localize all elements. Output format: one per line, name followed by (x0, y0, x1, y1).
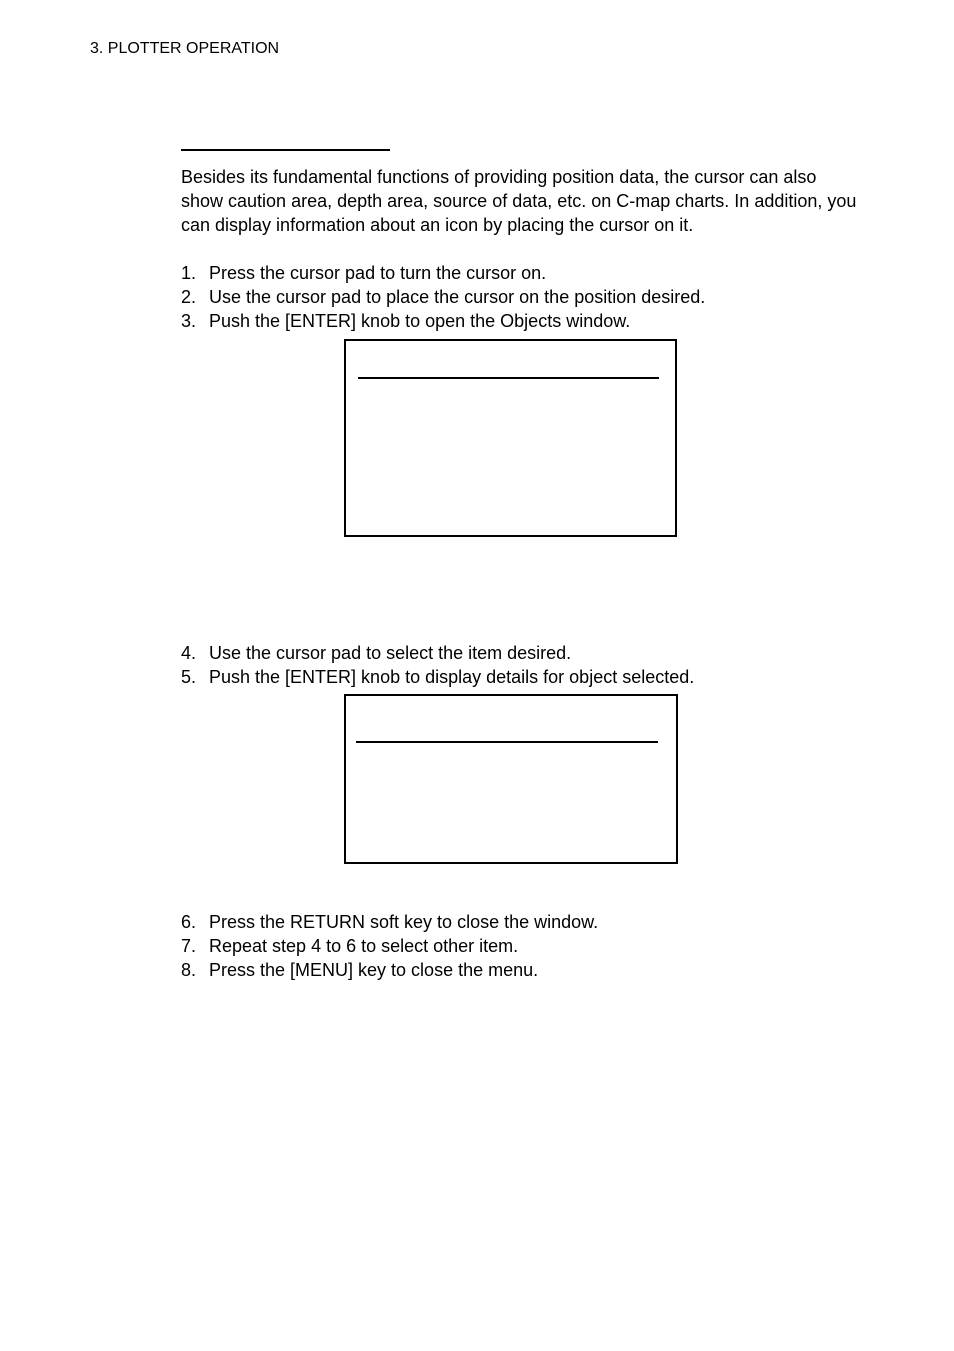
objects-window-figure (344, 339, 677, 537)
details-window-figure (344, 694, 678, 864)
running-header: 3. PLOTTER OPERATION (90, 40, 280, 57)
details-window-title-rule (356, 741, 658, 743)
intro-paragraph: Besides its fundamental functions of providing position data, the cursor can also show caution area, depth area, source of data, etc. on C-map charts. In addition, you can display information about an icon by placing the cursor on it. (181, 167, 857, 235)
step-text: Press the RETURN soft key to close the window. (209, 912, 599, 932)
step-item (181, 910, 598, 934)
step-list-3 (181, 910, 598, 982)
step-number: 4. (181, 643, 197, 663)
step-item (181, 261, 705, 285)
step-list-2 (181, 641, 694, 689)
step-text: Push the [ENTER] knob to display details for object selected. (209, 667, 695, 687)
step-number: 2. (181, 287, 197, 307)
step-item (181, 641, 694, 665)
step-list-1 (181, 261, 705, 333)
step-number: 8. (181, 960, 197, 980)
step-number: 7. (181, 936, 197, 956)
step-text: Press the [MENU] key to close the menu. (209, 960, 539, 980)
step-number: 1. (181, 263, 197, 283)
step-text: Press the cursor pad to turn the cursor on. (209, 263, 547, 283)
step-number: 6. (181, 912, 197, 932)
step-number: 5. (181, 667, 197, 687)
step-item (181, 309, 705, 333)
step-text: Use the cursor pad to place the cursor on the position desired. (209, 287, 706, 307)
step-item (181, 958, 598, 982)
section-title-rule (181, 149, 390, 151)
step-text: Repeat step 4 to 6 to select other item. (209, 936, 519, 956)
step-item (181, 934, 598, 958)
objects-window-title-rule (358, 377, 659, 379)
step-number: 3. (181, 311, 197, 331)
step-text: Use the cursor pad to select the item desired. (209, 643, 572, 663)
step-item (181, 665, 694, 689)
step-item (181, 285, 705, 309)
step-text: Push the [ENTER] knob to open the Objects window. (209, 311, 631, 331)
